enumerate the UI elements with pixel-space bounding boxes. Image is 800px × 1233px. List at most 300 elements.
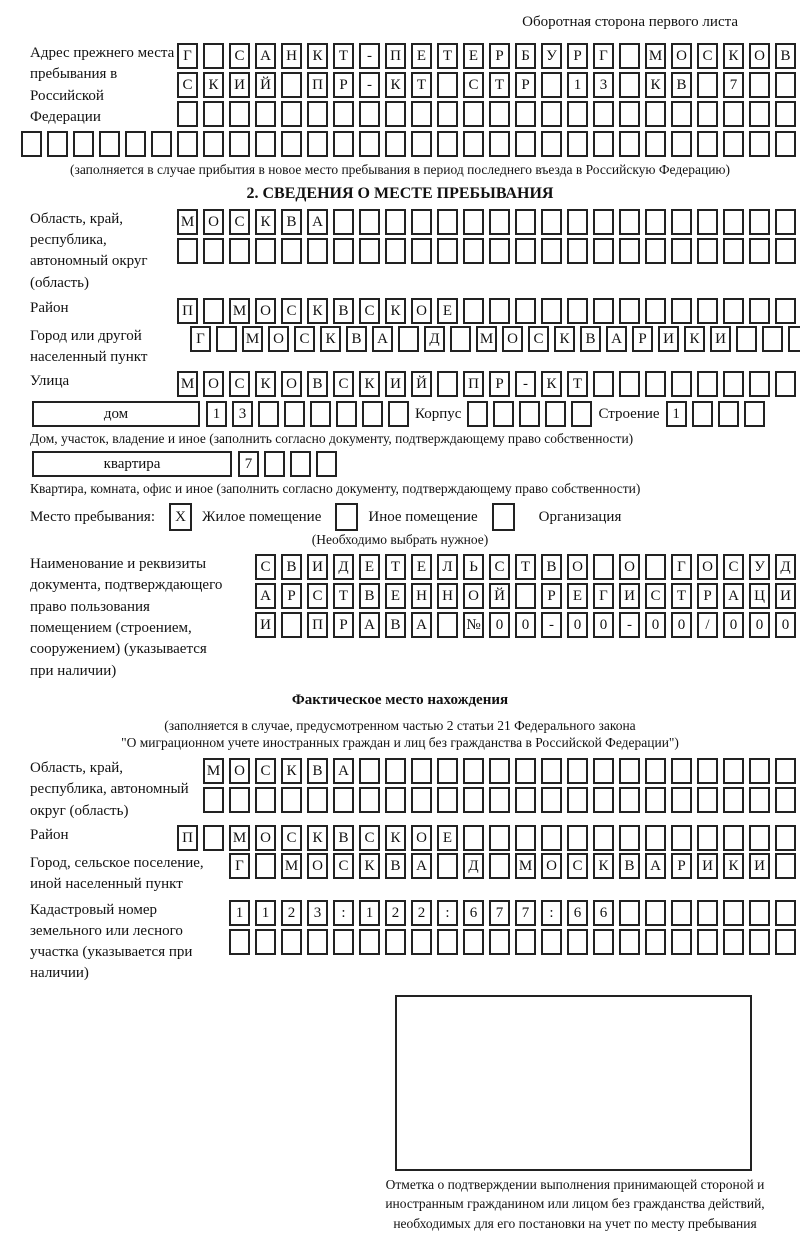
char-box[interactable] <box>437 101 458 127</box>
char-box[interactable]: 1 <box>359 900 380 926</box>
char-box[interactable]: К <box>255 209 276 235</box>
char-box[interactable] <box>567 298 588 324</box>
char-box[interactable]: Р <box>567 43 588 69</box>
char-box[interactable] <box>203 43 224 69</box>
char-box[interactable]: А <box>255 583 276 609</box>
char-box[interactable]: С <box>255 554 276 580</box>
char-box[interactable]: К <box>320 326 341 352</box>
char-box[interactable]: Т <box>411 72 432 98</box>
char-box[interactable] <box>723 238 744 264</box>
char-box[interactable]: А <box>359 612 380 638</box>
char-box[interactable]: 0 <box>567 612 588 638</box>
char-box[interactable] <box>203 101 224 127</box>
char-box[interactable]: С <box>359 298 380 324</box>
char-box[interactable] <box>333 929 354 955</box>
char-box[interactable] <box>671 131 692 157</box>
char-box[interactable]: 0 <box>489 612 510 638</box>
char-box[interactable] <box>411 209 432 235</box>
char-box[interactable] <box>203 787 224 813</box>
char-box[interactable]: Р <box>541 583 562 609</box>
char-box[interactable]: - <box>359 43 380 69</box>
char-box[interactable] <box>333 209 354 235</box>
char-box[interactable]: Р <box>333 612 354 638</box>
char-box[interactable] <box>775 371 796 397</box>
char-box[interactable]: А <box>255 43 276 69</box>
char-box[interactable]: Т <box>671 583 692 609</box>
char-box[interactable] <box>775 209 796 235</box>
char-box[interactable] <box>671 825 692 851</box>
char-box[interactable] <box>463 238 484 264</box>
char-box[interactable] <box>671 758 692 784</box>
char-box[interactable] <box>697 238 718 264</box>
char-box[interactable] <box>203 131 224 157</box>
char-box[interactable] <box>541 758 562 784</box>
char-box[interactable] <box>749 758 770 784</box>
char-box[interactable]: С <box>255 758 276 784</box>
char-box[interactable] <box>281 929 302 955</box>
char-box[interactable] <box>541 787 562 813</box>
char-box[interactable] <box>489 101 510 127</box>
char-box[interactable] <box>47 131 68 157</box>
char-box[interactable] <box>541 131 562 157</box>
char-box[interactable]: А <box>333 758 354 784</box>
char-box[interactable]: К <box>554 326 575 352</box>
char-box[interactable]: К <box>203 72 224 98</box>
char-box[interactable] <box>593 131 614 157</box>
char-box[interactable]: 0 <box>671 612 692 638</box>
char-box[interactable]: 1 <box>567 72 588 98</box>
char-box[interactable] <box>463 929 484 955</box>
char-box[interactable] <box>697 787 718 813</box>
char-box[interactable] <box>645 554 666 580</box>
char-box[interactable]: С <box>294 326 315 352</box>
char-box[interactable]: К <box>307 298 328 324</box>
char-box[interactable]: К <box>359 371 380 397</box>
char-box[interactable] <box>463 209 484 235</box>
char-box[interactable]: К <box>385 825 406 851</box>
char-box[interactable] <box>255 787 276 813</box>
char-box[interactable]: К <box>645 72 666 98</box>
char-box[interactable]: Е <box>411 554 432 580</box>
char-box[interactable]: 1 <box>206 401 227 427</box>
char-box[interactable] <box>333 131 354 157</box>
char-box[interactable] <box>385 929 406 955</box>
char-box[interactable]: 0 <box>645 612 666 638</box>
char-box[interactable] <box>463 131 484 157</box>
char-box[interactable] <box>398 326 419 352</box>
char-box[interactable] <box>567 131 588 157</box>
char-box[interactable] <box>723 900 744 926</box>
char-box[interactable] <box>310 401 331 427</box>
char-box[interactable]: П <box>307 72 328 98</box>
char-box[interactable] <box>385 131 406 157</box>
char-box[interactable] <box>515 825 536 851</box>
char-box[interactable]: Р <box>489 43 510 69</box>
char-box[interactable] <box>489 825 510 851</box>
char-box[interactable]: Т <box>437 43 458 69</box>
char-box[interactable] <box>749 101 770 127</box>
char-box[interactable] <box>437 72 458 98</box>
char-box[interactable] <box>281 72 302 98</box>
char-box[interactable] <box>723 298 744 324</box>
char-box[interactable] <box>258 401 279 427</box>
char-box[interactable]: М <box>645 43 666 69</box>
char-box[interactable] <box>593 929 614 955</box>
char-box[interactable] <box>290 451 311 477</box>
char-box[interactable] <box>515 238 536 264</box>
char-box[interactable] <box>749 131 770 157</box>
char-box[interactable] <box>619 298 640 324</box>
char-box[interactable]: С <box>697 43 718 69</box>
char-box[interactable] <box>697 825 718 851</box>
char-box[interactable] <box>307 131 328 157</box>
char-box[interactable] <box>515 583 536 609</box>
char-box[interactable]: О <box>203 371 224 397</box>
char-box[interactable]: В <box>281 209 302 235</box>
char-box[interactable]: 1 <box>229 900 250 926</box>
char-box[interactable]: 1 <box>666 401 687 427</box>
char-box[interactable] <box>749 209 770 235</box>
char-box[interactable]: О <box>749 43 770 69</box>
char-box[interactable] <box>645 929 666 955</box>
char-box[interactable]: М <box>281 853 302 879</box>
char-box[interactable]: С <box>333 853 354 879</box>
char-box[interactable] <box>671 900 692 926</box>
char-box[interactable] <box>723 101 744 127</box>
char-box[interactable]: 7 <box>489 900 510 926</box>
char-box[interactable]: О <box>268 326 289 352</box>
char-box[interactable]: В <box>307 758 328 784</box>
char-box[interactable] <box>359 101 380 127</box>
char-box[interactable] <box>125 131 146 157</box>
char-box[interactable] <box>437 787 458 813</box>
char-box[interactable] <box>437 929 458 955</box>
char-box[interactable]: О <box>541 853 562 879</box>
char-box[interactable] <box>619 131 640 157</box>
char-box[interactable] <box>493 401 514 427</box>
char-box[interactable]: В <box>619 853 640 879</box>
char-box[interactable]: В <box>775 43 796 69</box>
char-box[interactable] <box>619 900 640 926</box>
char-box[interactable] <box>307 787 328 813</box>
char-box[interactable]: С <box>333 371 354 397</box>
char-box[interactable]: Е <box>437 825 458 851</box>
char-box[interactable]: В <box>385 853 406 879</box>
char-box[interactable]: О <box>203 209 224 235</box>
char-box[interactable]: В <box>671 72 692 98</box>
char-box[interactable]: 7 <box>723 72 744 98</box>
char-box[interactable]: 6 <box>593 900 614 926</box>
char-box[interactable]: Н <box>281 43 302 69</box>
char-box[interactable]: И <box>307 554 328 580</box>
char-box[interactable]: Н <box>411 583 432 609</box>
char-box[interactable] <box>567 209 588 235</box>
char-box[interactable]: 0 <box>775 612 796 638</box>
char-box[interactable] <box>749 825 770 851</box>
char-box[interactable]: К <box>385 298 406 324</box>
char-box[interactable]: Й <box>489 583 510 609</box>
char-box[interactable] <box>489 787 510 813</box>
char-box[interactable] <box>411 929 432 955</box>
char-box[interactable] <box>645 758 666 784</box>
char-box[interactable] <box>336 401 357 427</box>
char-box[interactable]: Г <box>229 853 250 879</box>
char-box[interactable]: С <box>567 853 588 879</box>
char-box[interactable] <box>541 825 562 851</box>
char-box[interactable] <box>229 101 250 127</box>
char-box[interactable] <box>671 371 692 397</box>
char-box[interactable] <box>775 238 796 264</box>
char-box[interactable] <box>411 101 432 127</box>
char-box[interactable] <box>671 298 692 324</box>
char-box[interactable] <box>723 131 744 157</box>
char-box[interactable] <box>775 131 796 157</box>
char-box[interactable] <box>788 326 800 352</box>
char-box[interactable] <box>697 758 718 784</box>
char-box[interactable]: О <box>567 554 588 580</box>
char-box[interactable]: А <box>723 583 744 609</box>
char-box[interactable] <box>775 298 796 324</box>
char-box[interactable]: А <box>411 612 432 638</box>
char-box[interactable]: У <box>749 554 770 580</box>
char-box[interactable] <box>697 900 718 926</box>
char-box[interactable] <box>541 101 562 127</box>
checkbox-org[interactable] <box>492 503 515 531</box>
char-box[interactable]: Ц <box>749 583 770 609</box>
char-box[interactable] <box>177 101 198 127</box>
char-box[interactable] <box>671 787 692 813</box>
char-box[interactable] <box>619 371 640 397</box>
char-box[interactable] <box>411 787 432 813</box>
char-box[interactable]: Г <box>671 554 692 580</box>
char-box[interactable]: В <box>346 326 367 352</box>
char-box[interactable] <box>437 131 458 157</box>
char-box[interactable]: В <box>385 612 406 638</box>
char-box[interactable] <box>255 101 276 127</box>
char-box[interactable]: И <box>775 583 796 609</box>
char-box[interactable] <box>723 758 744 784</box>
char-box[interactable] <box>229 787 250 813</box>
char-box[interactable] <box>203 238 224 264</box>
char-box[interactable] <box>388 401 409 427</box>
char-box[interactable]: С <box>463 72 484 98</box>
char-box[interactable] <box>718 401 739 427</box>
char-box[interactable] <box>645 900 666 926</box>
char-box[interactable]: И <box>749 853 770 879</box>
char-box[interactable] <box>775 101 796 127</box>
char-box[interactable]: О <box>463 583 484 609</box>
char-box[interactable]: И <box>619 583 640 609</box>
char-box[interactable]: И <box>697 853 718 879</box>
char-box[interactable] <box>307 238 328 264</box>
char-box[interactable]: 1 <box>255 900 276 926</box>
char-box[interactable]: Д <box>333 554 354 580</box>
char-box[interactable]: Т <box>515 554 536 580</box>
char-box[interactable] <box>489 929 510 955</box>
char-box[interactable] <box>463 825 484 851</box>
char-box[interactable] <box>671 929 692 955</box>
char-box[interactable] <box>671 101 692 127</box>
char-box[interactable]: В <box>359 583 380 609</box>
char-box[interactable] <box>385 787 406 813</box>
char-box[interactable] <box>593 554 614 580</box>
char-box[interactable] <box>645 298 666 324</box>
char-box[interactable] <box>593 758 614 784</box>
char-box[interactable]: 7 <box>515 900 536 926</box>
char-box[interactable] <box>264 451 285 477</box>
char-box[interactable] <box>775 825 796 851</box>
char-box[interactable] <box>697 131 718 157</box>
char-box[interactable] <box>619 787 640 813</box>
char-box[interactable]: С <box>229 209 250 235</box>
char-box[interactable] <box>671 238 692 264</box>
checkbox-zhiloe[interactable]: X <box>169 503 192 531</box>
char-box[interactable]: И <box>385 371 406 397</box>
char-box[interactable]: И <box>229 72 250 98</box>
char-box[interactable]: Г <box>593 583 614 609</box>
char-box[interactable]: Р <box>632 326 653 352</box>
char-box[interactable] <box>411 758 432 784</box>
char-box[interactable] <box>571 401 592 427</box>
char-box[interactable]: О <box>411 298 432 324</box>
char-box[interactable]: 2 <box>385 900 406 926</box>
char-box[interactable]: А <box>606 326 627 352</box>
char-box[interactable] <box>99 131 120 157</box>
char-box[interactable] <box>541 298 562 324</box>
char-box[interactable] <box>593 787 614 813</box>
char-box[interactable]: Д <box>424 326 445 352</box>
char-box[interactable] <box>775 929 796 955</box>
char-box[interactable]: - <box>515 371 536 397</box>
char-box[interactable] <box>489 131 510 157</box>
char-box[interactable]: П <box>463 371 484 397</box>
char-box[interactable]: Б <box>515 43 536 69</box>
char-box[interactable]: И <box>710 326 731 352</box>
char-box[interactable] <box>437 238 458 264</box>
char-box[interactable] <box>385 209 406 235</box>
char-box[interactable] <box>567 101 588 127</box>
char-box[interactable]: В <box>580 326 601 352</box>
char-box[interactable]: О <box>281 371 302 397</box>
char-box[interactable] <box>281 787 302 813</box>
char-box[interactable]: В <box>307 371 328 397</box>
char-box[interactable]: Г <box>190 326 211 352</box>
char-box[interactable]: 0 <box>723 612 744 638</box>
char-box[interactable] <box>593 825 614 851</box>
char-box[interactable]: 0 <box>515 612 536 638</box>
char-box[interactable]: Т <box>567 371 588 397</box>
char-box[interactable]: Е <box>567 583 588 609</box>
char-box[interactable] <box>541 238 562 264</box>
char-box[interactable] <box>619 825 640 851</box>
char-box[interactable] <box>333 238 354 264</box>
char-box[interactable]: Р <box>281 583 302 609</box>
char-box[interactable]: М <box>177 371 198 397</box>
char-box[interactable] <box>645 787 666 813</box>
char-box[interactable]: - <box>359 72 380 98</box>
char-box[interactable] <box>567 825 588 851</box>
char-box[interactable]: П <box>307 612 328 638</box>
char-box[interactable]: М <box>242 326 263 352</box>
char-box[interactable]: К <box>723 853 744 879</box>
char-box[interactable]: Т <box>333 43 354 69</box>
char-box[interactable]: № <box>463 612 484 638</box>
char-box[interactable] <box>619 43 640 69</box>
char-box[interactable] <box>450 326 471 352</box>
char-box[interactable] <box>385 758 406 784</box>
char-box[interactable]: О <box>255 825 276 851</box>
char-box[interactable] <box>697 929 718 955</box>
char-box[interactable] <box>463 101 484 127</box>
char-box[interactable]: К <box>255 371 276 397</box>
char-box[interactable] <box>437 853 458 879</box>
char-box[interactable] <box>645 209 666 235</box>
char-box[interactable] <box>515 929 536 955</box>
char-box[interactable] <box>489 853 510 879</box>
char-box[interactable] <box>437 209 458 235</box>
char-box[interactable]: К <box>359 853 380 879</box>
char-box[interactable] <box>489 298 510 324</box>
char-box[interactable] <box>281 238 302 264</box>
char-box[interactable]: / <box>697 612 718 638</box>
char-box[interactable]: 0 <box>593 612 614 638</box>
char-box[interactable]: П <box>385 43 406 69</box>
char-box[interactable]: С <box>229 43 250 69</box>
char-box[interactable] <box>723 929 744 955</box>
char-box[interactable] <box>723 371 744 397</box>
char-box[interactable] <box>775 787 796 813</box>
char-box[interactable]: Й <box>255 72 276 98</box>
char-box[interactable] <box>307 929 328 955</box>
char-box[interactable] <box>645 101 666 127</box>
char-box[interactable]: О <box>255 298 276 324</box>
char-box[interactable] <box>749 900 770 926</box>
char-box[interactable]: 6 <box>463 900 484 926</box>
char-box[interactable]: : <box>437 900 458 926</box>
char-box[interactable]: А <box>372 326 393 352</box>
char-box[interactable] <box>255 853 276 879</box>
char-box[interactable] <box>229 238 250 264</box>
char-box[interactable] <box>697 72 718 98</box>
char-box[interactable]: В <box>333 825 354 851</box>
char-box[interactable]: С <box>281 298 302 324</box>
char-box[interactable] <box>775 853 796 879</box>
char-box[interactable] <box>567 929 588 955</box>
char-box[interactable]: Р <box>671 853 692 879</box>
char-box[interactable]: К <box>307 825 328 851</box>
char-box[interactable]: Ь <box>463 554 484 580</box>
char-box[interactable]: А <box>411 853 432 879</box>
char-box[interactable] <box>284 401 305 427</box>
char-box[interactable] <box>515 758 536 784</box>
char-box[interactable]: С <box>359 825 380 851</box>
char-box[interactable] <box>229 929 250 955</box>
char-box[interactable]: Р <box>697 583 718 609</box>
char-box[interactable]: О <box>619 554 640 580</box>
char-box[interactable] <box>411 131 432 157</box>
char-box[interactable] <box>281 131 302 157</box>
char-box[interactable]: С <box>307 583 328 609</box>
char-box[interactable]: Т <box>385 554 406 580</box>
char-box[interactable]: М <box>177 209 198 235</box>
char-box[interactable] <box>359 787 380 813</box>
checkbox-inoe[interactable] <box>335 503 358 531</box>
char-box[interactable] <box>359 238 380 264</box>
char-box[interactable]: К <box>385 72 406 98</box>
char-box[interactable]: Е <box>463 43 484 69</box>
char-box[interactable] <box>619 209 640 235</box>
char-box[interactable]: 7 <box>238 451 259 477</box>
